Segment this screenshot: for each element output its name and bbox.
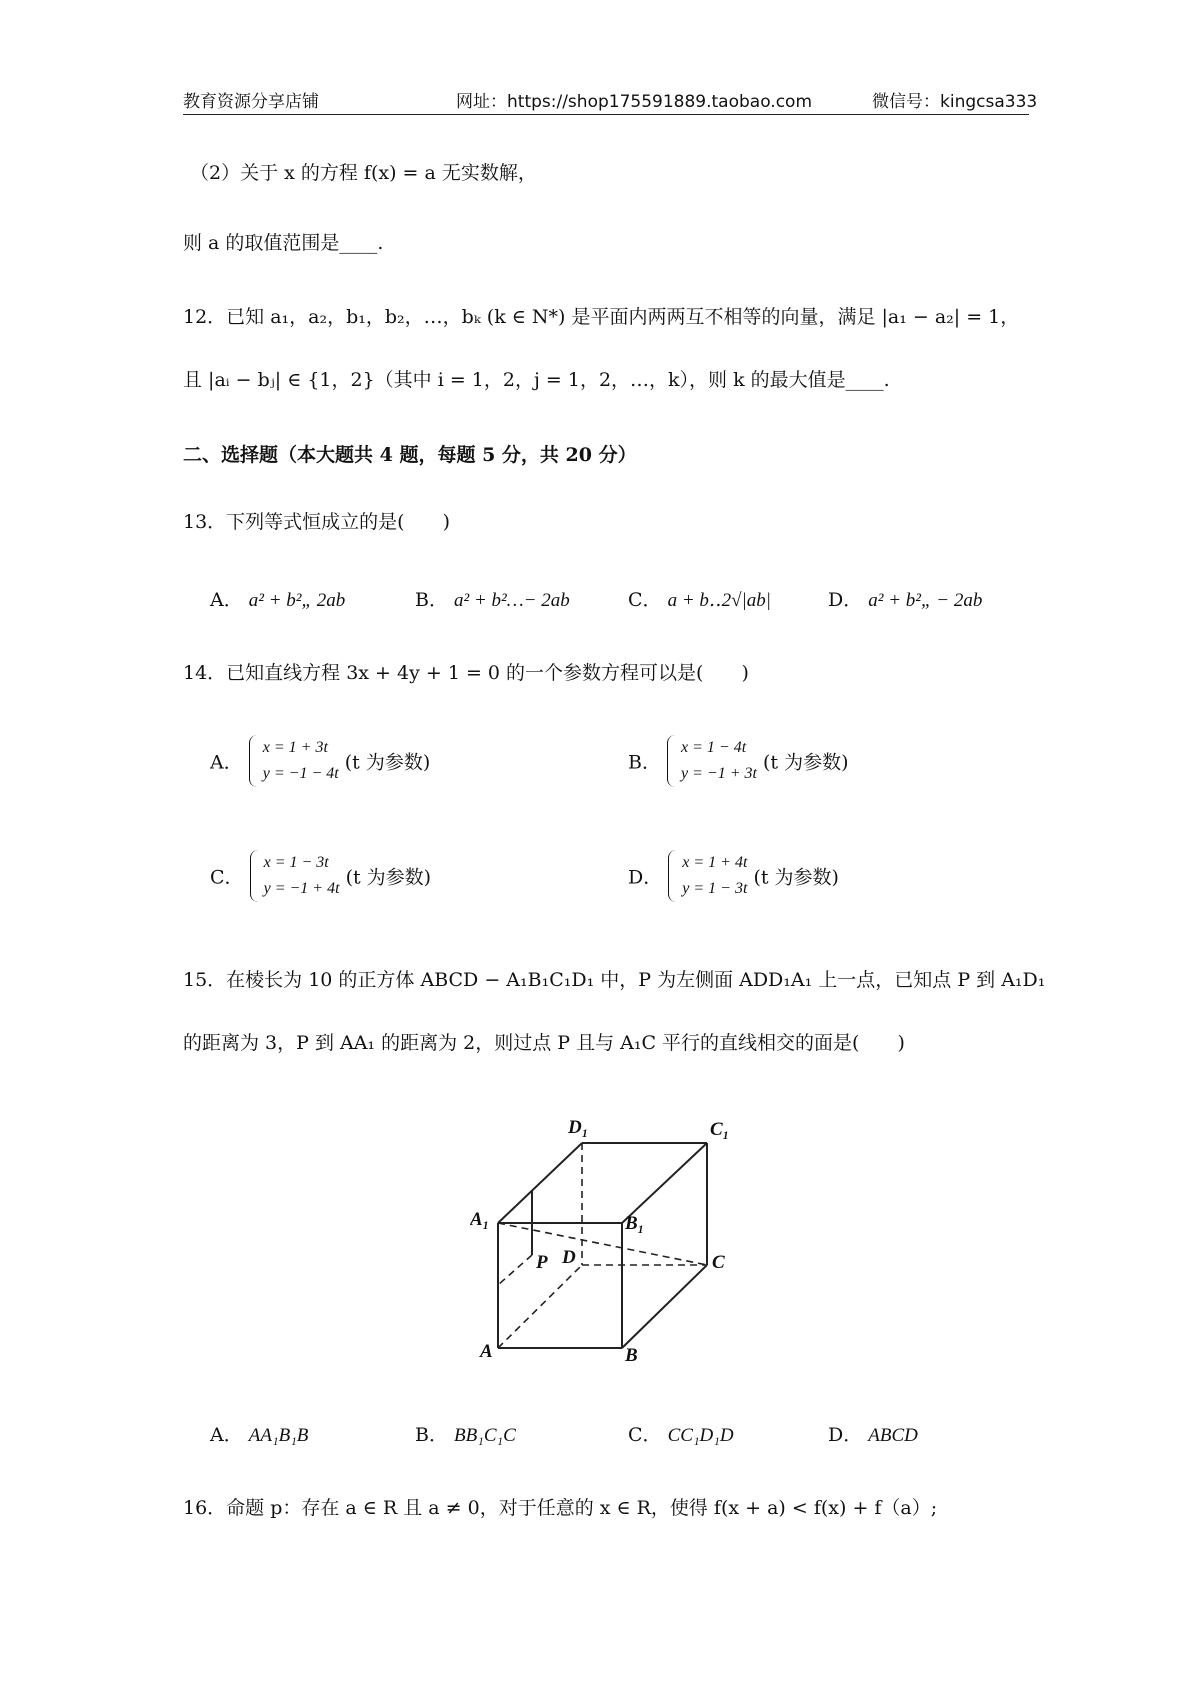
q13-option-d[interactable] — [828, 585, 982, 612]
option-label: C． — [628, 589, 662, 611]
q13-option-b[interactable] — [415, 585, 570, 612]
brace-icon — [249, 735, 260, 787]
label-d1: D₁ — [568, 1117, 589, 1138]
equation-line-1: x = 1 + 3t — [262, 739, 328, 756]
option-label: C． — [628, 1424, 662, 1446]
equation-line-2: y = −1 − 4t — [262, 765, 339, 782]
param-note: (t 为参数) — [345, 866, 432, 889]
q14-option-c[interactable] — [210, 850, 431, 902]
segment-p-hidden — [498, 1255, 532, 1285]
brace-icon — [668, 850, 679, 902]
label-b1: B₁ — [625, 1213, 645, 1234]
label-d: D — [562, 1247, 576, 1268]
q14-option-d[interactable] — [628, 850, 839, 902]
brace-icon — [667, 735, 678, 787]
option-label: D． — [828, 1424, 863, 1446]
edge-b-c — [622, 1265, 707, 1348]
equation-line-2: y = −1 + 3t — [681, 765, 757, 782]
q15-option-c[interactable] — [628, 1420, 734, 1447]
label-a: A — [480, 1341, 493, 1362]
equation-line-2: y = 1 − 3t — [682, 880, 748, 897]
option-label: C． — [210, 866, 244, 889]
option-label: A． — [210, 751, 243, 774]
label-p: P — [536, 1252, 548, 1273]
option-text: CC₁D₁D — [667, 1425, 734, 1446]
equation-system — [250, 850, 340, 902]
header-url: 网址：https://shop175591889.taobao.com — [456, 92, 813, 112]
option-text: a² + b²„ − 2ab — [868, 590, 983, 611]
edge-b1-c1 — [622, 1143, 707, 1223]
option-text: AA₁B₁B — [248, 1425, 309, 1446]
diagonal-a1-c — [498, 1223, 707, 1265]
param-note: (t 为参数) — [753, 866, 839, 889]
label-c1: C₁ — [710, 1119, 730, 1140]
option-text: BB₁C₁C — [454, 1425, 516, 1446]
q15-line2: 的距离为 3，P 到 AA₁ 的距离为 2，则过点 P 且与 A₁C 平行的直线相交的面是( ) — [183, 1032, 905, 1054]
q12-line1: 12．已知 a₁，a₂，b₁，b₂，…，bₖ (k ∈ N*) 是平面内两两互不相等的向量，满足 |a₁ − a₂| = 1， — [183, 306, 1020, 328]
label-c: C — [712, 1252, 725, 1273]
q11-part2: （2）关于 x 的方程 f(x) = a 无实数解， — [190, 162, 537, 184]
q13-stem: 13．下列等式恒成立的是( ) — [183, 511, 451, 533]
param-note: (t 为参数) — [763, 751, 849, 774]
equation-line-1: x = 1 − 3t — [263, 854, 329, 871]
option-label: A． — [210, 589, 243, 611]
option-label: A． — [210, 1424, 243, 1446]
label-a1: A₁ — [470, 1209, 490, 1230]
option-text: a² + b²„ 2ab — [248, 590, 346, 611]
q16-line1: 16．命题 p：存在 a ∈ R 且 a ≠ 0，对于任意的 x ∈ R，使得 f(x + a) < f(x) + f（a）; — [183, 1497, 938, 1519]
option-text: a + b‥2√|ab| — [667, 590, 771, 611]
option-label: B． — [628, 751, 661, 774]
q15-option-a[interactable] — [210, 1420, 308, 1447]
q15-line1: 15．在棱长为 10 的正方体 ABCD − A₁B₁C₁D₁ 中，P 为左侧面 ADD₁A₁ 上一点，已知点 P 到 A₁D₁ — [183, 969, 1046, 991]
q11-range: 则 a 的取值范围是____. — [183, 232, 384, 254]
q15-option-b[interactable] — [415, 1420, 516, 1447]
option-label: D． — [828, 589, 863, 611]
label-b: B — [625, 1345, 638, 1366]
equation-line-1: x = 1 + 4t — [682, 854, 748, 871]
equation-line-1: x = 1 − 4t — [681, 739, 747, 756]
option-label: D． — [628, 866, 663, 889]
cube-figure — [470, 1105, 760, 1375]
option-text: ABCD — [868, 1425, 918, 1446]
q15-option-d[interactable] — [828, 1420, 918, 1447]
option-text: a² + b²…− 2ab — [454, 590, 570, 611]
equation-line-2: y = −1 + 4t — [263, 880, 340, 897]
equation-system — [249, 735, 339, 787]
equation-system — [667, 735, 757, 787]
header-shop-name: 教育资源分享店铺 — [183, 92, 319, 112]
edge-a-d-hidden — [498, 1265, 582, 1348]
q14-stem: 14．已知直线方程 3x + 4y + 1 = 0 的一个参数方程可以是( ) — [183, 662, 749, 684]
section-2-heading: 二、选择题（本大题共 4 题，每题 5 分，共 20 分） — [183, 444, 637, 466]
brace-icon — [250, 850, 261, 902]
edge-a1-d1 — [498, 1143, 582, 1223]
option-label: B． — [415, 589, 448, 611]
q14-option-b[interactable] — [628, 735, 849, 787]
q14-option-a[interactable] — [210, 735, 430, 787]
header-wechat: 微信号：kingcsa333 — [872, 92, 1038, 112]
param-note: (t 为参数) — [344, 751, 431, 774]
q13-option-c[interactable] — [628, 585, 771, 612]
option-label: B． — [415, 1424, 448, 1446]
header-divider — [183, 114, 1029, 115]
q12-line2: 且 |aᵢ − bⱼ| ∈ {1，2}（其中 i = 1，2，j = 1，2，…，k），则 k 的最大值是____. — [183, 369, 890, 391]
equation-system — [668, 850, 747, 902]
q13-option-a[interactable] — [210, 585, 345, 612]
